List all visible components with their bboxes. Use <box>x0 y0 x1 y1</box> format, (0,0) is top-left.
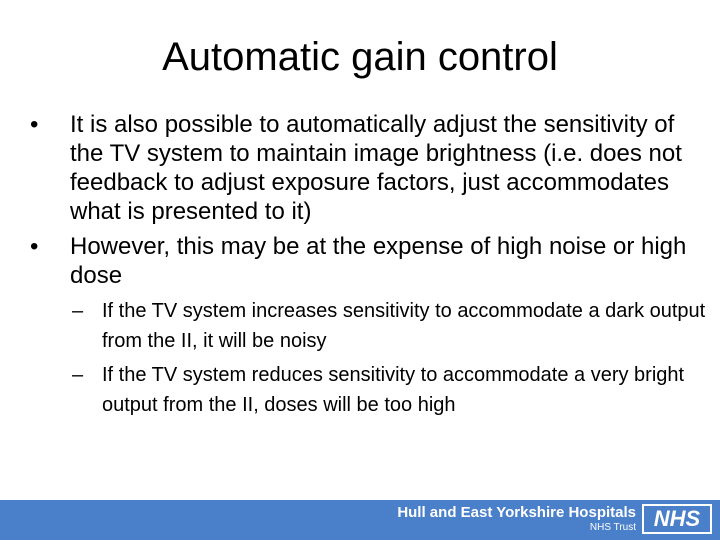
sub-bullet-item <box>28 360 708 420</box>
bullet-mark: • <box>30 233 39 260</box>
slide-title: Automatic gain control <box>162 35 558 79</box>
sub-bullet-mark: – <box>72 300 84 322</box>
bullet-item <box>28 232 708 290</box>
bullet-mark: • <box>30 111 39 138</box>
bullet-text: It is also possible to automatically adjust the sensitivity of the TV system to maintain image brightness (i.e. does not feedback to adjust exposure factors, just accommodates what is presented to it) <box>70 111 682 225</box>
bullet-text: However, this may be at the expense of high noise or high dose <box>70 233 687 289</box>
footer-bar <box>0 500 720 540</box>
sub-bullet-text: If the TV system increases sensitivity to accommodate a dark output from the II, it will be noisy <box>102 300 706 352</box>
footer-trust-name: NHS Trust <box>589 522 636 533</box>
sub-bullet-mark: – <box>72 364 84 386</box>
bullet-item <box>28 110 708 226</box>
footer-text <box>397 504 636 534</box>
sub-bullet-item <box>28 296 708 356</box>
slide-body <box>28 110 708 420</box>
footer-organization: Hull and East Yorkshire Hospitals <box>397 504 636 521</box>
nhs-logo-icon: NHS <box>642 504 712 534</box>
sub-bullet-text: If the TV system reduces sensitivity to accommodate a very bright output from the II, doses will be too high <box>102 364 685 416</box>
